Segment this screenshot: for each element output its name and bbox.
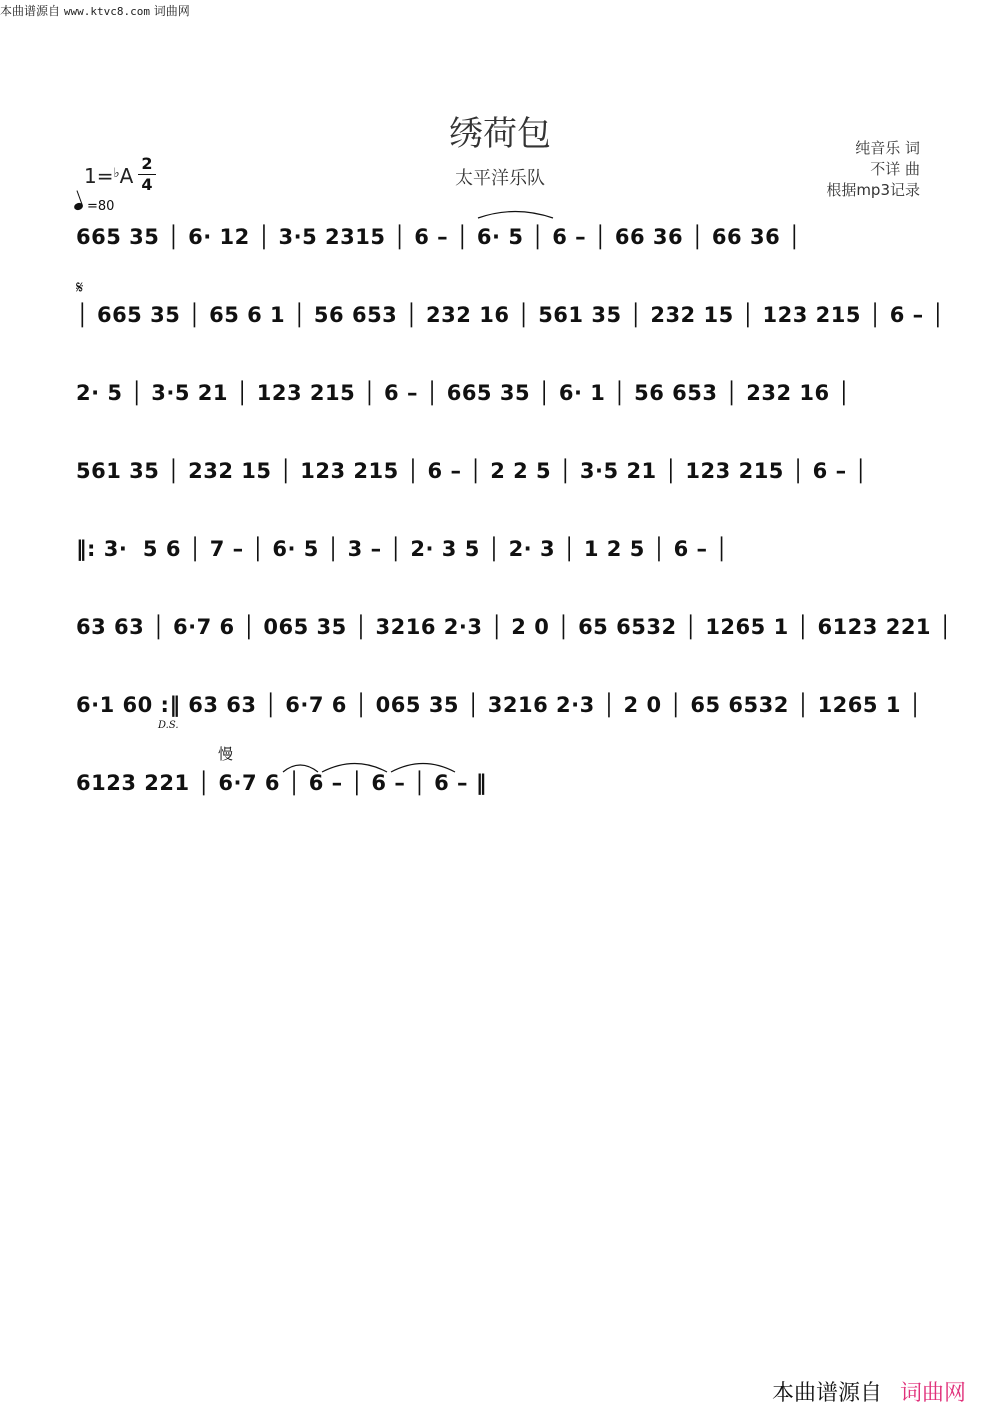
tie-line-1 (478, 212, 553, 219)
score-line-8: 6123 221 │ 6·7 6 │ 6 – │ 6 – │ 6 – ‖ (76, 771, 487, 795)
credit-music: 不详 曲 (870, 160, 920, 178)
score-line-6: 63 63 │ 6·7 6 │ 065 35 │ 3216 2·3 │ 2 0 │ 65 6532 │ 1265 1 │ 6123 221 │ (76, 615, 953, 639)
flat-sign: ♭ (113, 166, 120, 181)
key-note: A (119, 164, 134, 188)
bottom-watermark-site: 本曲谱源自 (771, 1381, 882, 1406)
score-title: 绣荷包 (449, 114, 551, 154)
credit-lyrics: 纯音乐 词 (855, 139, 920, 157)
key-prefix: 1= (84, 164, 114, 188)
top-watermark-site: 本曲谱源自 (0, 4, 61, 18)
score-line-3: 2· 5 │ 3·5 21 │ 123 215 │ 6 – │ 665 35 │ 6· 1 │ 56 653 │ 232 16 │ (76, 381, 851, 405)
top-watermark-url[interactable]: www.ktvc8.com (63, 5, 150, 18)
score-line-7: 6·1 60 :‖ 63 63 │ 6·7 6 │ 065 35 │ 3216 2·3 │ 2 0 │ 65 6532 │ 1265 1 │ (76, 693, 922, 717)
time-signature-bottom: 4 (141, 175, 153, 194)
ds-mark: D.S. (158, 720, 179, 731)
credit-source: 根据mp3记录 (826, 181, 920, 199)
segno-icon: 𝄋 (76, 278, 84, 298)
score-line-2: │ 665 35 │ 65 6 1 │ 56 653 │ 232 16 │ 561 35 │ 232 15 │ 123 215 │ 6 – │ (76, 303, 945, 327)
score-line-5: ‖: 3· 5 6 │ 7 – │ 6· 5 │ 3 – │ 2· 3 5 │ 2· 3 │ 1 2 5 │ 6 – │ (76, 537, 729, 561)
time-signature-top: 2 (141, 154, 153, 173)
tempo-value: =80 (87, 199, 115, 214)
top-watermark-brand: 词曲网 (153, 4, 190, 18)
tie-line-8b (322, 764, 387, 773)
score-performer: 太平洋乐队 (455, 168, 545, 189)
slow-mark: 慢 (218, 745, 234, 763)
score-line-1: 665 35 │ 6· 12 │ 3·5 2315 │ 6 – │ 6· 5 │ 6 – │ 66 36 │ 66 36 │ (76, 225, 802, 249)
bottom-watermark (772, 1376, 966, 1407)
tie-line-8c (391, 764, 455, 773)
bottom-watermark-brand[interactable]: 词曲网 (899, 1381, 966, 1406)
tie-line-8a (283, 765, 318, 772)
score-line-4: 561 35 │ 232 15 │ 123 215 │ 6 – │ 2 2 5 │ 3·5 21 │ 123 215 │ 6 – │ (76, 459, 868, 483)
